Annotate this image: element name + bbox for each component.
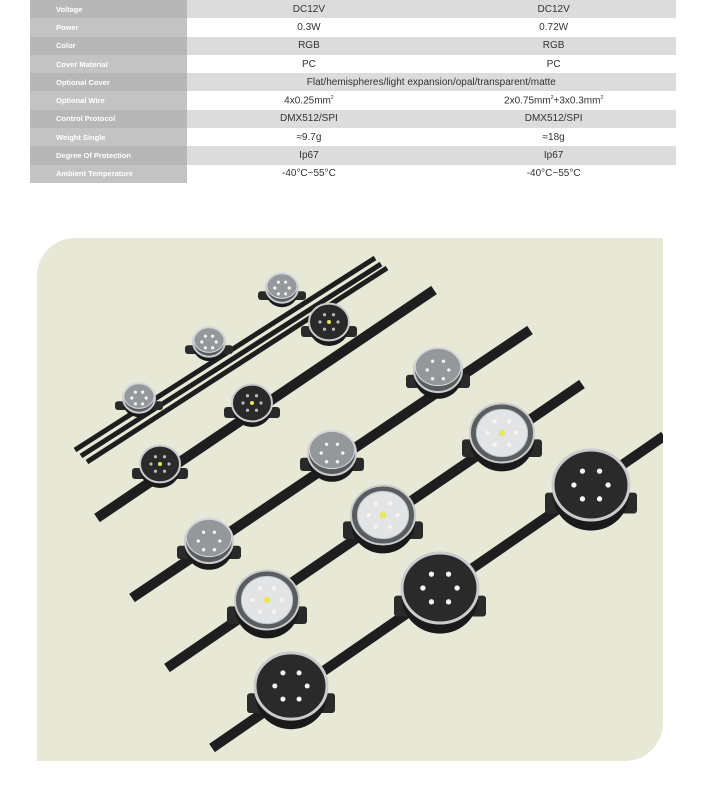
wire-b-tail-sup: 2 (600, 94, 604, 101)
led (332, 328, 335, 331)
spec-row-voltage (30, 0, 676, 18)
led-center (499, 430, 505, 436)
led (597, 496, 602, 501)
spec-row-protection (30, 146, 676, 164)
led (280, 697, 285, 702)
led-center (264, 597, 270, 603)
spec-value-a: PC (187, 55, 432, 73)
dome-cover (186, 518, 232, 556)
led (366, 513, 370, 517)
led (134, 391, 137, 394)
led (446, 572, 451, 577)
led (429, 599, 434, 604)
led (395, 513, 399, 517)
spec-value-b: RGB (431, 37, 676, 55)
led (336, 460, 339, 463)
spec-label: Degree Of Protection (30, 146, 187, 164)
led-center (250, 401, 254, 405)
led (277, 292, 280, 295)
led (454, 585, 459, 590)
led (442, 360, 445, 363)
led (141, 391, 144, 394)
led (426, 368, 429, 371)
led (258, 609, 262, 613)
product-illustration-panel (37, 238, 663, 761)
led (431, 377, 434, 380)
spec-label: Optional Wire (30, 91, 187, 109)
led (167, 462, 170, 465)
spec-value-b: -40°C~55°C (431, 165, 676, 183)
led (580, 469, 585, 474)
led (605, 482, 610, 487)
spec-label: Control Protocol (30, 110, 187, 128)
led-center (158, 462, 162, 466)
led (297, 670, 302, 675)
led (420, 585, 425, 590)
led (258, 586, 262, 590)
led (149, 462, 152, 465)
led (213, 548, 216, 551)
spec-value-a: 0.3W (187, 18, 432, 36)
spec-row-power (30, 18, 676, 36)
led (277, 281, 280, 284)
spec-value-span: Flat/hemispheres/light expansion/opal/transparent/matte (187, 73, 676, 91)
spec-row-ambient-temperature (30, 165, 676, 183)
led (374, 501, 378, 505)
spec-value-b: DMX512/SPI (431, 110, 676, 128)
spec-value-a: DMX512/SPI (187, 110, 432, 128)
led (580, 496, 585, 501)
led (141, 402, 144, 405)
led (431, 360, 434, 363)
led (213, 531, 216, 534)
spec-row-optional-wire (30, 91, 676, 109)
dome-cover (267, 273, 297, 299)
dome-cover (309, 430, 355, 468)
spec-value-b: 0.72W (431, 18, 676, 36)
led (163, 470, 166, 473)
led (446, 599, 451, 604)
led (250, 598, 254, 602)
spec-value-a: -40°C~55°C (187, 165, 432, 183)
spec-label: Color (30, 37, 187, 55)
led (241, 401, 244, 404)
pixel-light-strips-illustration (37, 238, 663, 761)
spec-label: Cover Material (30, 55, 187, 73)
led (211, 346, 214, 349)
led (429, 572, 434, 577)
wire-a-sup: 2 (330, 94, 334, 101)
led (204, 335, 207, 338)
led (288, 286, 291, 289)
spec-row-control-protocol (30, 110, 676, 128)
spec-value-a: DC12V (187, 0, 432, 18)
led (246, 394, 249, 397)
led (284, 281, 287, 284)
wire-a-text: 4x0.25mm (284, 95, 331, 107)
led (323, 313, 326, 316)
spec-label: Ambient Temperature (30, 165, 187, 183)
led (297, 697, 302, 702)
led (273, 286, 276, 289)
spec-value-a: RGB (187, 37, 432, 55)
led (202, 531, 205, 534)
led (255, 394, 258, 397)
spec-value-b: PC (431, 55, 676, 73)
led (305, 683, 310, 688)
led (218, 539, 221, 542)
led (246, 409, 249, 412)
spec-value-a: Ip67 (187, 146, 432, 164)
led (447, 368, 450, 371)
led (130, 396, 133, 399)
led (485, 431, 489, 435)
led (388, 524, 392, 528)
spec-label: Weight Single (30, 128, 187, 146)
module-face (255, 653, 327, 719)
led (211, 335, 214, 338)
led (336, 320, 339, 323)
led (341, 451, 344, 454)
led (279, 598, 283, 602)
led (320, 451, 323, 454)
spec-value-b (431, 91, 676, 109)
led (255, 409, 258, 412)
led (597, 469, 602, 474)
led-center (327, 320, 331, 324)
led (272, 609, 276, 613)
spec-table (30, 0, 676, 183)
wire-b-sup: 2 (550, 94, 554, 101)
spec-value-a (187, 91, 432, 109)
led (442, 377, 445, 380)
module-face (553, 450, 629, 520)
led (325, 443, 328, 446)
module-face (402, 553, 478, 623)
led (202, 548, 205, 551)
spec-label: Power (30, 18, 187, 36)
led-center (380, 512, 386, 518)
spec-row-color (30, 37, 676, 55)
led (514, 431, 518, 435)
led (507, 419, 511, 423)
spec-row-weight (30, 128, 676, 146)
spec-row-cover-material (30, 55, 676, 73)
spec-value-b: ≈18g (431, 128, 676, 146)
led (332, 313, 335, 316)
led (154, 470, 157, 473)
led (571, 482, 576, 487)
led (336, 443, 339, 446)
wire-b-tail: +3x0.3mm (553, 95, 601, 107)
spec-value-b: Ip67 (431, 146, 676, 164)
led (163, 455, 166, 458)
led (493, 442, 497, 446)
led (493, 419, 497, 423)
led (215, 340, 218, 343)
spec-row-optional-cover (30, 73, 676, 91)
spec-value-a: ≈9.7g (187, 128, 432, 146)
dome-cover (194, 327, 224, 353)
led (204, 346, 207, 349)
spec-label: Voltage (30, 0, 187, 18)
led (272, 683, 277, 688)
led (280, 670, 285, 675)
wire-b-text: 2x0.75mm (504, 95, 551, 107)
led (134, 402, 137, 405)
led (284, 292, 287, 295)
led (318, 320, 321, 323)
led (388, 501, 392, 505)
spec-value-b: DC12V (431, 0, 676, 18)
led (272, 586, 276, 590)
dome-cover (124, 383, 154, 409)
dome-cover (415, 347, 461, 385)
led (145, 396, 148, 399)
led (259, 401, 262, 404)
led (154, 455, 157, 458)
spec-label: Optional Cover (30, 73, 187, 91)
led (507, 442, 511, 446)
led (325, 460, 328, 463)
led (197, 539, 200, 542)
led (323, 328, 326, 331)
led (374, 524, 378, 528)
led (200, 340, 203, 343)
